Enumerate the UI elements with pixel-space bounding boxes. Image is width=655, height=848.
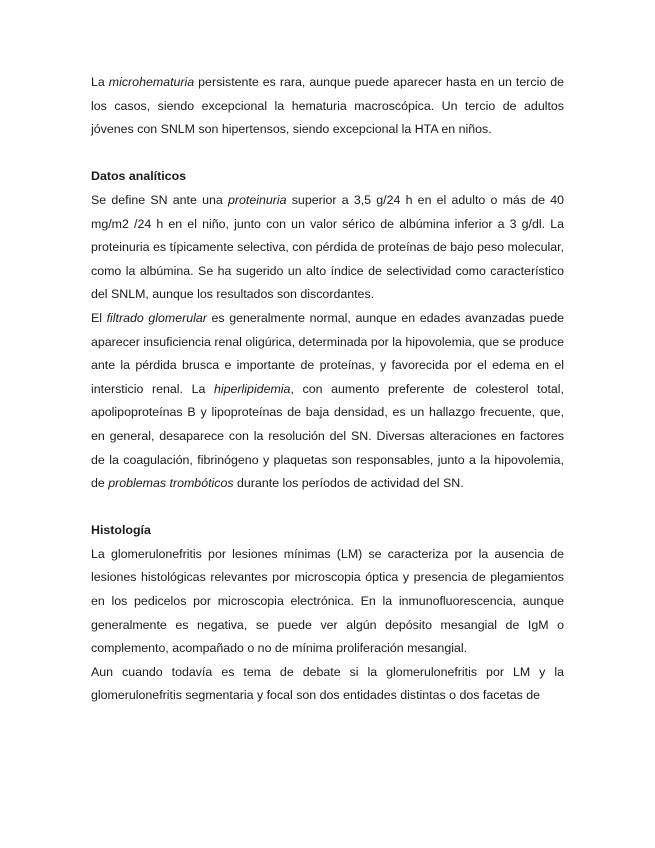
text-run: La <box>91 75 109 89</box>
document-page <box>91 71 564 708</box>
italic-term: proteinuria <box>227 192 287 207</box>
italic-term: hiperlipidemia <box>214 381 291 396</box>
section-heading-histologia: Histología <box>91 523 151 538</box>
italic-term: problemas trombóticos <box>108 476 234 491</box>
text-run: superior a 3,5 g/24 h en el adulto o más de 40 mg/m2 /24 h en el niño, junto con un valor sérico de albúmina inferior a 3 g/dl. La proteinuria es típicamente selectiva, con pérdida de proteínas de bajo peso molecular, como la albúmina. Se ha sugerido un alto índice de selectividad como característico del SNLM, aunque los resultados son discordantes. <box>91 192 564 302</box>
text-run: es generalmente normal, aunque en edades avanzadas puede aparecer insuficiencia renal oligúrica, determinada por la hipovolemia, que se produce ante la pérdida brusca e importante de proteínas, y favorecida por el edema en el intersticio renal. La <box>91 310 564 396</box>
spacer <box>91 142 564 166</box>
analiticos-paragraph-1 <box>91 189 564 307</box>
text-run: persistente es rara, aunque puede aparecer hasta en un tercio de los casos, siendo excepcional la hematuria macroscópica. Un tercio de adultos jóvenes con SNLM son hipertensos, siendo excepcional la HTA en niños. <box>91 75 564 137</box>
text-run: El <box>91 310 107 325</box>
intro-paragraph <box>91 71 564 142</box>
text-run: , con aumento preferente de colesterol total, apolipoproteínas B y lipoproteínas de baja densidad, es un hallazgo frecuente, que, en general, desaparece con la resolución del SN. Diversas alteraciones en factores de la coagulación, fibrinógeno y plaquetas son responsables, junto a la hipovolemia, de <box>91 381 564 491</box>
spacer <box>91 496 564 520</box>
histologia-paragraph-1: La glomerulonefritis por lesiones mínimas (LM) se caracteriza por la ausencia de lesiones histológicas relevantes por microscopia óptica y presencia de plegamientos en los pedicelos por microscopia electrónica. En la inmunofluorescencia, aunque generalmente es negativa, se puede ver algún depósito mesangial de IgM o complemento, acompañado o no de mínima proliferación mesangial. <box>91 546 564 656</box>
text-run: Se define SN ante una <box>91 192 228 207</box>
italic-term: filtrado glomerular <box>106 310 207 325</box>
italic-term: microhematuria <box>108 75 195 89</box>
section-heading-datos-analiticos: Datos analíticos <box>91 169 187 184</box>
histologia-paragraph-2: Aun cuando todavía es tema de debate si la glomerulonefritis por LM y la glomerulonefritis segmentaria y focal son dos entidades distintas o dos facetas de <box>91 664 564 703</box>
analiticos-paragraph-2 <box>91 307 564 496</box>
text-run: durante los períodos de actividad del SN. <box>233 476 464 491</box>
